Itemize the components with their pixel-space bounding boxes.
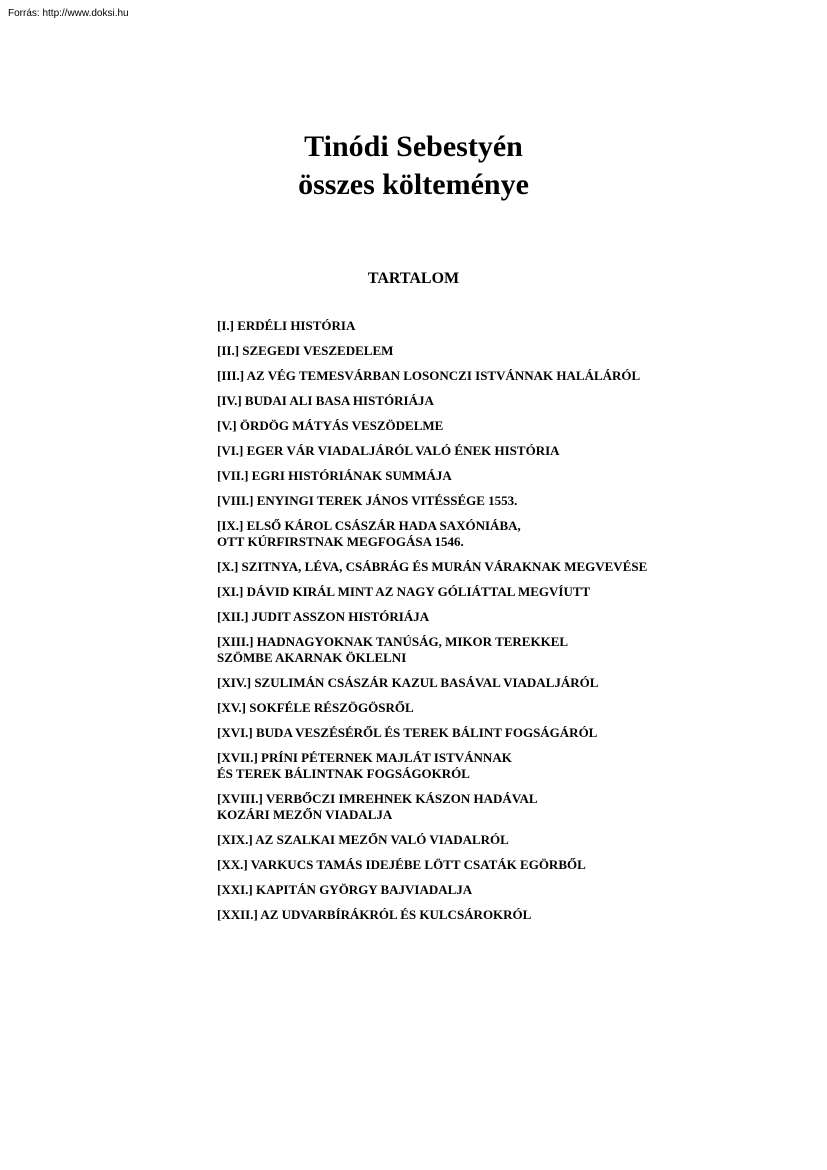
toc-item[interactable] [217,675,777,691]
toc-heading: TARTALOM [367,270,460,287]
toc-item-line-2: SZÖMBE AKARNAK ÖKLELNI [217,650,407,665]
toc-item[interactable] [217,318,777,334]
toc-item-line: [VIII.] ENYINGI TEREK JÁNOS VITÉSSÉGE 1553. [217,493,518,508]
toc-item[interactable] [217,882,777,898]
toc-item[interactable] [217,857,777,873]
toc-item-line-2: KOZÁRI MEZŐN VIADALJA [217,807,393,822]
source-note: Forrás: http://www.doksi.hu [8,8,129,19]
toc-item[interactable] [217,393,777,409]
toc-item-line: [X.] SZITNYA, LÉVA, CSÁBRÁG ÉS MURÁN VÁRAKNAK MEGVEVÉSE [217,559,648,574]
toc-item-line: [II.] SZEGEDI VESZEDELEM [217,343,394,358]
toc-item[interactable] [217,609,777,625]
toc-item[interactable] [217,368,777,384]
toc-item[interactable] [217,725,777,741]
toc-item-line: [IV.] BUDAI ALI BASA HISTÓRIÁJA [217,393,434,408]
toc-item[interactable] [217,443,777,459]
toc-item-line: [V.] ÖRDÖG MÁTYÁS VESZÖDELME [217,418,444,433]
toc-item[interactable] [217,700,777,716]
toc-item-line: [XII.] JUDIT ASSZON HISTÓRIÁJA [217,609,430,624]
document-title [0,128,827,204]
toc-item-line: [XI.] DÁVID KIRÁL MINT AZ NAGY GÓLIÁTTAL MEGVÍUTT [217,584,591,599]
toc-item[interactable] [217,584,777,600]
toc-item-line: [XVII.] PRÍNI PÉTERNEK MAJLÁT ISTVÁNNAK [217,750,512,765]
toc-item[interactable] [217,791,777,823]
toc-item-line: [XXII.] AZ UDVARBÍRÁKRÓL ÉS KULCSÁROKRÓL [217,907,532,922]
toc-item-line: [XIX.] AZ SZALKAI MEZŐN VALÓ VIADALRÓL [217,832,509,847]
toc-item-line: [XIV.] SZULIMÁN CSÁSZÁR KAZUL BASÁVAL VIADALJÁRÓL [217,675,599,690]
toc-item[interactable] [217,493,777,509]
toc-item-line: [XIII.] HADNAGYOKNAK TANÚSÁG, MIKOR TEREKKEL [217,634,569,649]
title-line-2: összes költeménye [298,168,529,201]
toc-item-line: [VI.] EGER VÁR VIADALJÁRÓL VALÓ ÉNEK HISTÓRIA [217,443,560,458]
toc-item-line: [XXI.] KAPITÁN GYÖRGY BAJVIADALJA [217,882,473,897]
toc-item-line-2: OTT KÚRFIRSTNAK MEGFOGÁSA 1546. [217,534,464,549]
toc-item[interactable] [217,468,777,484]
toc-item-line: [XV.] SOKFÉLE RÉSZÖGÖSRŐL [217,700,414,715]
toc-item[interactable] [217,832,777,848]
toc-item[interactable] [217,518,777,550]
toc-item-line: [XX.] VARKUCS TAMÁS IDEJÉBE LÖTT CSATÁK EGÖRBŐL [217,857,586,872]
toc-item-line: [I.] ERDÉLI HISTÓRIA [217,318,356,333]
toc-item[interactable] [217,418,777,434]
title-line-1: Tinódi Sebestyén [304,130,523,163]
toc-item-line: [IX.] ELSŐ KÁROL CSÁSZÁR HADA SAXÓNIÁBA, [217,518,521,533]
toc-item[interactable] [217,559,777,575]
toc-item-line-2: ÉS TEREK BÁLINTNAK FOGSÁGOKRÓL [217,766,470,781]
toc-item[interactable] [217,907,777,923]
toc-item-line: [III.] AZ VÉG TEMESVÁRBAN LOSONCZI ISTVÁNNAK HALÁLÁRÓL [217,368,641,383]
table-of-contents [217,318,777,932]
toc-item[interactable] [217,634,777,666]
toc-item[interactable] [217,343,777,359]
toc-item[interactable] [217,750,777,782]
toc-item-line: [XVI.] BUDA VESZÉSÉRŐL ÉS TEREK BÁLINT FOGSÁGÁRÓL [217,725,598,740]
toc-item-line: [XVIII.] VERBŐCZI IMREHNEK KÁSZON HADÁVAL [217,791,538,806]
toc-item-line: [VII.] EGRI HISTÓRIÁNAK SUMMÁJA [217,468,452,483]
